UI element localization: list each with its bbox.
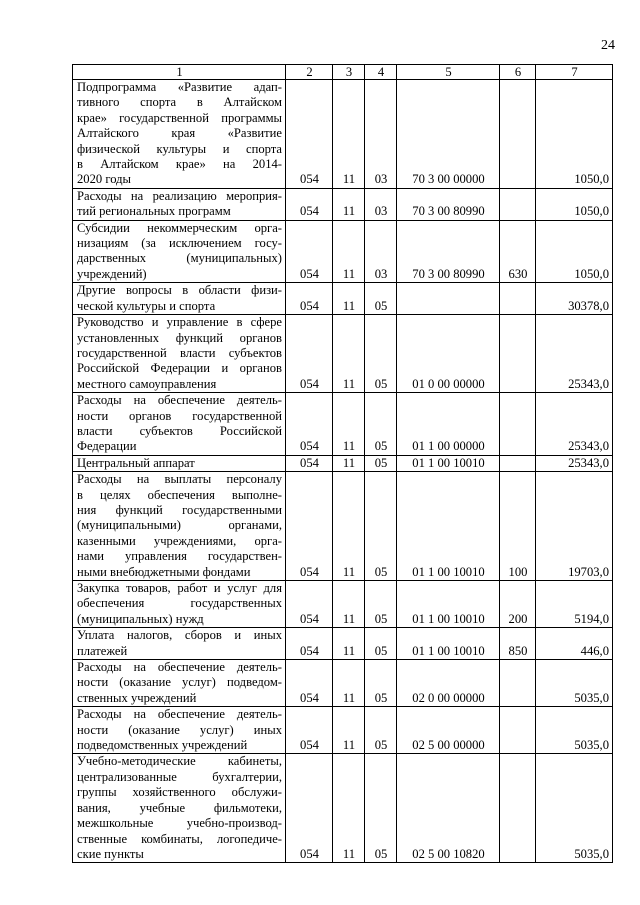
cell-target-article: 70 3 00 80990 xyxy=(397,220,500,283)
cell-subsection: 03 xyxy=(365,188,397,220)
cell-section: 11 xyxy=(333,80,365,189)
cell-grbs: 054 xyxy=(286,393,333,456)
cell-subsection: 05 xyxy=(365,660,397,707)
cell-name-line: 2020 годы xyxy=(77,172,131,187)
cell-target-article: 01 1 00 10010 xyxy=(397,472,500,581)
cell-section: 11 xyxy=(333,707,365,754)
cell-name-line: ности (оказание услуг) иных xyxy=(77,722,282,737)
cell-name-line: платежей xyxy=(77,643,128,658)
cell-name-line: подведомственных учреждений xyxy=(77,738,248,753)
cell-name xyxy=(73,393,286,456)
cell-amount: 1050,0 xyxy=(536,80,613,189)
table-row xyxy=(73,315,613,393)
cell-name-line: дарственных (муниципальных) xyxy=(77,251,282,266)
cell-name-line: тий региональных программ xyxy=(77,204,231,219)
header-col-1: 1 xyxy=(73,65,286,80)
cell-name-line: Закупка товаров, работ и услуг для xyxy=(77,581,282,595)
cell-section: 11 xyxy=(333,220,365,283)
cell-subsection: 05 xyxy=(365,628,397,660)
cell-section: 11 xyxy=(333,628,365,660)
cell-grbs: 054 xyxy=(286,455,333,471)
cell-name-line: ния функций государственными xyxy=(77,502,282,517)
cell-name-line: Расходы на обеспечение деятель- xyxy=(77,393,282,408)
cell-name-line: власти субъектов Российской xyxy=(77,423,282,438)
cell-name-line: ными внебюджетными фондами xyxy=(77,564,251,579)
table-header-row xyxy=(73,65,613,80)
cell-name-line: учреждений) xyxy=(77,266,147,281)
cell-name-line: Расходы на обеспечение деятель- xyxy=(77,707,282,722)
cell-name-line: местного самоуправления xyxy=(77,376,217,391)
budget-table xyxy=(72,64,613,863)
header-col-6: 6 xyxy=(500,65,536,80)
cell-name-line: Расходы на выплаты персоналу xyxy=(77,472,282,487)
table-row xyxy=(73,754,613,863)
cell-expense-type xyxy=(500,455,536,471)
cell-name-line: Расходы на обеспечение деятель- xyxy=(77,660,282,675)
cell-name-line: Другие вопросы в области физи- xyxy=(77,283,282,298)
cell-expense-type: 100 xyxy=(500,472,536,581)
page-number: 24 xyxy=(601,38,615,53)
header-col-2: 2 xyxy=(286,65,333,80)
cell-section: 11 xyxy=(333,455,365,471)
cell-name xyxy=(73,80,286,189)
cell-name-line: вания, учебные фильмотеки, xyxy=(77,800,282,815)
cell-section: 11 xyxy=(333,188,365,220)
table-row xyxy=(73,455,613,471)
cell-subsection: 05 xyxy=(365,754,397,863)
cell-expense-type: 850 xyxy=(500,628,536,660)
cell-name xyxy=(73,472,286,581)
cell-amount: 19703,0 xyxy=(536,472,613,581)
cell-name-line: установленных функций органов xyxy=(77,330,282,345)
cell-grbs: 054 xyxy=(286,80,333,189)
cell-name xyxy=(73,581,286,628)
cell-grbs: 054 xyxy=(286,628,333,660)
table-row xyxy=(73,80,613,189)
cell-name-line: низациям (за исключением госу- xyxy=(77,236,282,251)
cell-name-line: (муниципальными) органами, xyxy=(77,518,282,533)
cell-subsection: 05 xyxy=(365,472,397,581)
cell-name-line: ческой культуры и спорта xyxy=(77,298,216,313)
cell-name-line: Учебно-методические кабинеты, xyxy=(77,754,282,769)
cell-name-line: ности органов государственной xyxy=(77,408,282,423)
cell-name-line: группы хозяйственного обслужи- xyxy=(77,785,282,800)
cell-section: 11 xyxy=(333,660,365,707)
cell-expense-type xyxy=(500,707,536,754)
table-row xyxy=(73,660,613,707)
cell-name xyxy=(73,754,286,863)
cell-grbs: 054 xyxy=(286,220,333,283)
cell-name xyxy=(73,283,286,315)
cell-name-line: ности (оказание услуг) подведом- xyxy=(77,675,282,690)
cell-name-line: крае» государственной программы xyxy=(77,110,282,125)
table-row xyxy=(73,393,613,456)
cell-subsection: 05 xyxy=(365,455,397,471)
cell-expense-type: 630 xyxy=(500,220,536,283)
cell-target-article: 01 1 00 00000 xyxy=(397,393,500,456)
cell-name-line: Руководство и управление в сфере xyxy=(77,315,282,330)
cell-grbs: 054 xyxy=(286,283,333,315)
cell-name-line: нами управления государствен- xyxy=(77,549,282,564)
cell-subsection: 03 xyxy=(365,80,397,189)
cell-name-line: межшкольные учебно-производ- xyxy=(77,816,282,831)
cell-name-line: государственной власти субъектов xyxy=(77,345,282,360)
cell-name-line: ственных учреждений xyxy=(77,690,197,705)
cell-expense-type xyxy=(500,188,536,220)
cell-section: 11 xyxy=(333,315,365,393)
cell-name xyxy=(73,455,286,471)
cell-amount: 446,0 xyxy=(536,628,613,660)
cell-name-line: Подпрограмма «Развитие адап- xyxy=(77,80,282,94)
cell-target-article: 02 0 00 00000 xyxy=(397,660,500,707)
cell-grbs: 054 xyxy=(286,660,333,707)
cell-name-line: тивного спорта в Алтайском xyxy=(77,95,282,110)
cell-expense-type xyxy=(500,80,536,189)
cell-section: 11 xyxy=(333,581,365,628)
cell-name-line: Центральный аппарат xyxy=(77,455,195,470)
cell-section: 11 xyxy=(333,472,365,581)
cell-amount: 1050,0 xyxy=(536,188,613,220)
cell-section: 11 xyxy=(333,754,365,863)
cell-target-article: 01 0 00 00000 xyxy=(397,315,500,393)
cell-target-article: 70 3 00 80990 xyxy=(397,188,500,220)
cell-name xyxy=(73,220,286,283)
cell-expense-type xyxy=(500,660,536,707)
cell-name-line: Расходы на реализацию мероприя- xyxy=(77,188,282,203)
cell-name xyxy=(73,707,286,754)
cell-name-line: в Алтайском крае» на 2014- xyxy=(77,157,282,172)
cell-expense-type xyxy=(500,283,536,315)
cell-name-line: (муниципальных) нужд xyxy=(77,611,204,626)
table-row xyxy=(73,707,613,754)
table-row xyxy=(73,581,613,628)
cell-subsection: 05 xyxy=(365,581,397,628)
cell-section: 11 xyxy=(333,393,365,456)
table-row xyxy=(73,472,613,581)
table-row xyxy=(73,628,613,660)
cell-name-line: Уплата налогов, сборов и иных xyxy=(77,628,282,643)
cell-grbs: 054 xyxy=(286,315,333,393)
cell-name-line: физической культуры и спорта xyxy=(77,141,282,156)
cell-target-article: 02 5 00 10820 xyxy=(397,754,500,863)
cell-name-line: Алтайского края «Развитие xyxy=(77,126,282,141)
cell-name-line: обеспечения государственных xyxy=(77,596,282,611)
cell-target-article: 70 3 00 00000 xyxy=(397,80,500,189)
cell-name-line: Субсидии некоммерческим орга- xyxy=(77,220,282,235)
header-col-7: 7 xyxy=(536,65,613,80)
cell-name xyxy=(73,188,286,220)
cell-amount: 1050,0 xyxy=(536,220,613,283)
cell-amount: 30378,0 xyxy=(536,283,613,315)
table-row xyxy=(73,188,613,220)
cell-subsection: 03 xyxy=(365,220,397,283)
cell-name xyxy=(73,628,286,660)
cell-name-line: казенными учреждениями, орга- xyxy=(77,533,282,548)
cell-name-line: Федерации xyxy=(77,439,137,454)
cell-target-article: 01 1 00 10010 xyxy=(397,628,500,660)
cell-amount: 5035,0 xyxy=(536,754,613,863)
cell-expense-type xyxy=(500,315,536,393)
cell-name-line: ские пункты xyxy=(77,846,144,861)
cell-amount: 25343,0 xyxy=(536,455,613,471)
cell-name-line: централизованные бухгалтерии, xyxy=(77,769,282,784)
table-row xyxy=(73,220,613,283)
table-row xyxy=(73,283,613,315)
cell-amount: 25343,0 xyxy=(536,315,613,393)
cell-subsection: 05 xyxy=(365,393,397,456)
cell-grbs: 054 xyxy=(286,581,333,628)
header-col-5: 5 xyxy=(397,65,500,80)
header-col-3: 3 xyxy=(333,65,365,80)
cell-grbs: 054 xyxy=(286,472,333,581)
cell-expense-type xyxy=(500,754,536,863)
cell-amount: 5035,0 xyxy=(536,707,613,754)
cell-target-article xyxy=(397,283,500,315)
cell-target-article: 01 1 00 10010 xyxy=(397,455,500,471)
cell-expense-type xyxy=(500,393,536,456)
cell-name xyxy=(73,315,286,393)
cell-expense-type: 200 xyxy=(500,581,536,628)
cell-amount: 25343,0 xyxy=(536,393,613,456)
cell-name xyxy=(73,660,286,707)
cell-target-article: 02 5 00 00000 xyxy=(397,707,500,754)
cell-grbs: 054 xyxy=(286,188,333,220)
cell-subsection: 05 xyxy=(365,707,397,754)
cell-subsection: 05 xyxy=(365,315,397,393)
header-col-4: 4 xyxy=(365,65,397,80)
cell-amount: 5194,0 xyxy=(536,581,613,628)
cell-name-line: Российской Федерации и органов xyxy=(77,361,282,376)
cell-grbs: 054 xyxy=(286,754,333,863)
cell-name-line: ственные комбинаты, логопедиче- xyxy=(77,831,282,846)
cell-name-line: в целях обеспечения выполне- xyxy=(77,487,282,502)
cell-subsection: 05 xyxy=(365,283,397,315)
cell-section: 11 xyxy=(333,283,365,315)
cell-amount: 5035,0 xyxy=(536,660,613,707)
cell-grbs: 054 xyxy=(286,707,333,754)
cell-target-article: 01 1 00 10010 xyxy=(397,581,500,628)
